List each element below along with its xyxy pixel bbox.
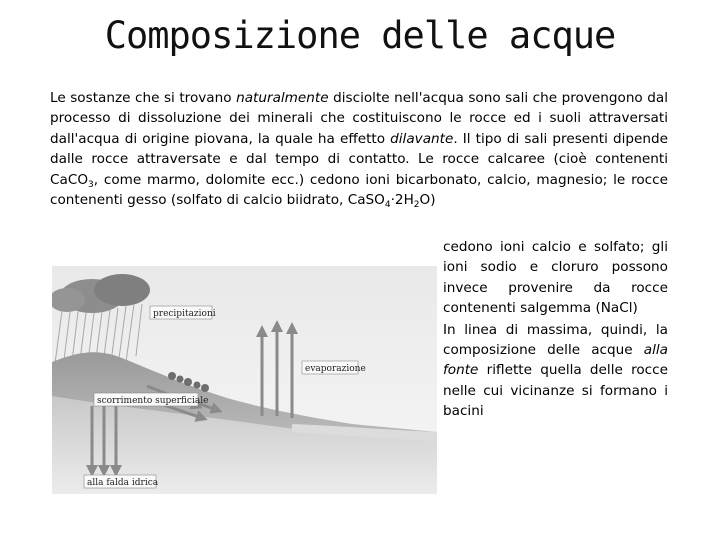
formula-caco3 <box>50 172 94 188</box>
water-cycle-diagram <box>52 266 437 494</box>
formula-gesso <box>347 192 436 211</box>
formula-part: O) <box>419 192 436 209</box>
text-emphasis: dilavante <box>390 130 454 147</box>
text-segment: , come marmo, dolomite ecc.) cedono ioni bicarbonato, calcio, magnesio; le rocce contenenti gesso (solfato di calcio biidrato, <box>50 171 668 209</box>
label-falda: alla falda idrica <box>87 478 159 488</box>
formula-part: CaCO <box>50 171 89 188</box>
text-segment: In linea di massima, quindi, la composizione delle acque <box>443 321 668 359</box>
label-precipitazioni: precipitazioni <box>153 309 216 319</box>
text-segment: Le sostanze che si trovano <box>50 90 237 106</box>
intro-paragraph <box>50 88 668 210</box>
text-segment: disciolte nell'acqua sono sali che provengono dal processo di dissoluzione dei minerali che costituiscono le rocce ed i suoli attraversati dall'acqua di origine piovana, la quale ha effetto <box>50 90 669 147</box>
formula-part: ·2H <box>390 192 414 209</box>
right-column <box>443 237 668 422</box>
formula-subscript: 2 <box>413 200 420 211</box>
text-segment: . Il tipo di sali presenti dipende dalle rocce attraversate e dal tempo di contatto. Le rocce calcaree (cioè contenenti <box>50 130 668 168</box>
text-segment: cedono ioni calcio e solfato; gli ioni sodio e cloruro possono invece provenire da rocce contenenti salgemma (NaCl) <box>443 239 668 317</box>
page-title: Composizione delle acque <box>104 14 616 57</box>
label-evaporazione: evaporazione <box>305 364 366 374</box>
text-segment: riflette quella delle rocce nelle cui vicinanze si formano i bacini <box>443 362 668 420</box>
label-scorrimento: scorrimento superficiale <box>97 396 209 406</box>
text-emphasis: alla fonte <box>443 342 668 379</box>
formula-subscript: 3 <box>88 179 94 190</box>
formula-subscript: 4 <box>384 200 391 211</box>
formula-part: CaSO <box>347 192 385 209</box>
conclusion-paragraph <box>443 320 668 422</box>
text-emphasis: naturalmente <box>236 90 329 106</box>
